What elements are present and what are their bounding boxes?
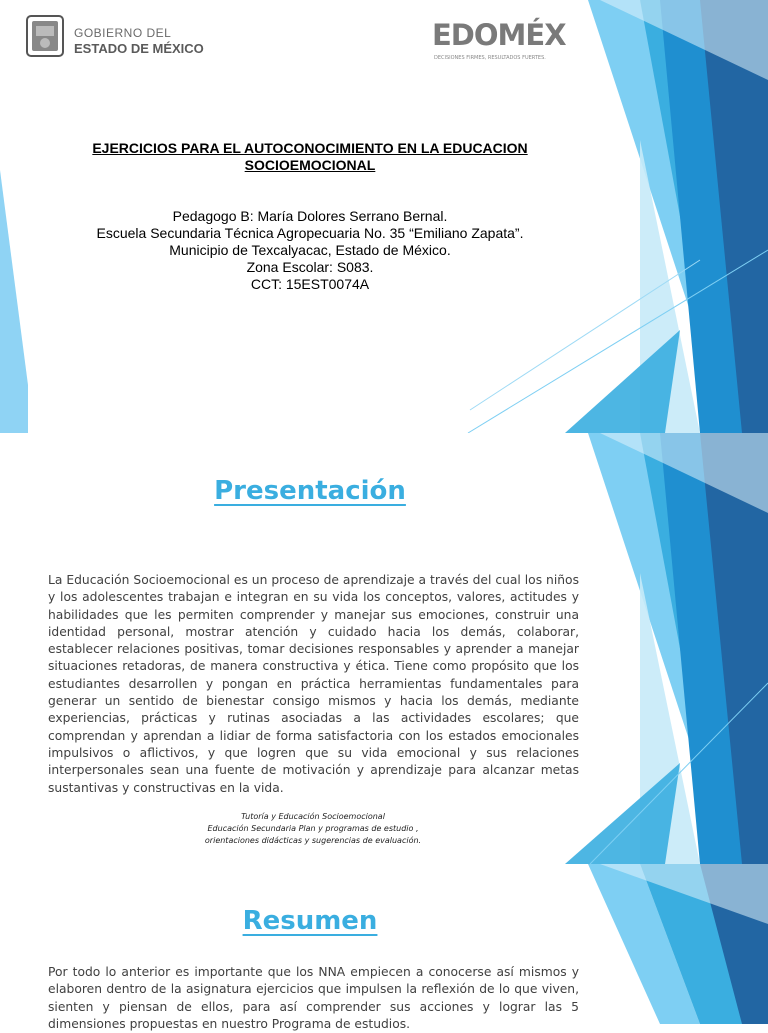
citation-line-1: Tutoría y Educación Socioemocional [241,812,385,821]
author-info [0,208,620,293]
info-line-municipality: Municipio de Texcalyacac, Estado de México. [169,242,451,258]
edomex-tagline: DECISIONES FIRMES, RESULTADOS FUERTES. [434,55,546,61]
presentacion-paragraph: La Educación Socioemocional es un proceso de aprendizaje a través del cual los niños y los adolescentes trabajan e integran en su vida los conceptos, valores, actitudes y habilidades que les permiten comprender y manejar sus emociones, construir una identidad personal, mostrar atención y cuidado hacia los demás, colaborar, establecer relaciones positivas, tomar decisiones responsables y aprender a manejar situaciones retadoras, de manera constructiva y ética. Tiene como propósito que los estudiantes desarrollen y pongan en práctica herramientas fundamentales para generar un sentido de bienestar consigo mismos y hacia los demás, mediante experiencias, prácticas y rutinas asociadas a las actividades escolares; que comprendan y aprendan a lidiar de forma satisfactoria con los estados emocionales impulsivos o aflictivos, y que logren que su vida emocional y sus relaciones interpersonales sean una fuente de motivación y aprendizaje para alcanzar metas sustantivas y constructivas en la vida. [48,573,579,795]
gobierno-estado-mexico-logo [24,12,224,64]
title-line-1: EJERCICIOS PARA EL AUTOCONOCIMIENTO EN LA EDUCACION [92,140,528,156]
title-line-2: SOCIOEMOCIONAL [244,157,376,173]
citation-line-2: Educación Secundaria Plan y programas de estudio , [207,824,419,833]
info-line-author: Pedagogo B: María Dolores Serrano Bernal. [172,208,448,224]
document-title [0,140,620,174]
slide-title [0,0,768,433]
edomex-logo [432,18,592,66]
info-line-cct: CCT: 15EST0074A [250,276,370,292]
logo-left-line1: GOBIERNO DEL [74,26,172,40]
resumen-paragraph: Por todo lo anterior es importante que los NNA empiecen a conocerse así mismos y elaboren dentro de la asignatura ejercicios que impulsen la reflexión de lo que viven, sienten y piensan de ellos, para así comprender sus acciones y lograr las 5 dimensiones propuestas en nuestro Programa de estudios. [48,965,579,1031]
heading-presentacion: Presentación [214,476,406,506]
heading-resumen: Resumen [242,906,378,936]
edomex-brand: EDOMÉX [432,18,566,52]
coat-of-arms-icon [24,12,66,60]
citation-line-3: orientaciones didácticas y sugerencias de evaluación. [204,836,422,845]
info-line-zone: Zona Escolar: S083. [246,259,374,275]
info-line-school: Escuela Secundaria Técnica Agropecuaria No. 35 “Emiliano Zapata”. [96,225,524,241]
citation [190,811,436,847]
logo-left-line2: ESTADO DE MÉXICO [74,41,204,56]
